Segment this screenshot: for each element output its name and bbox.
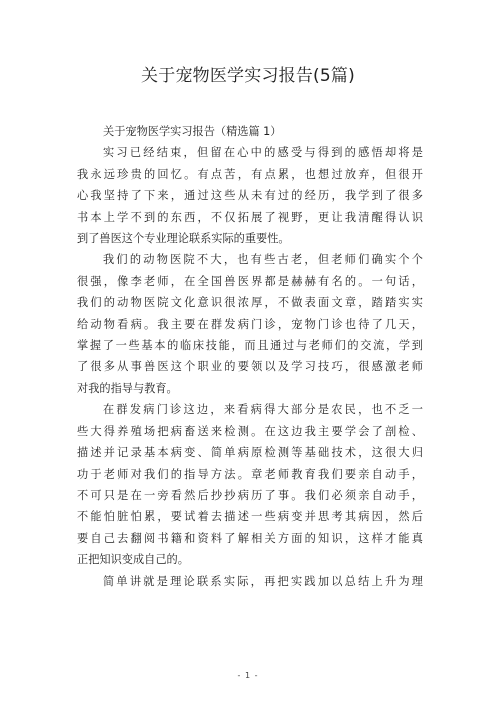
paragraph-line: 我们的动物医院不大，也有些古老，但老师们确实个个 <box>103 253 423 267</box>
paragraph-line: 在群发病门诊这边，来看病得大部分是农民，也不乏一 <box>103 403 423 417</box>
document-title: 关于宠物医学实习报告(5篇) <box>141 66 355 86</box>
page-number: - 1 - <box>237 671 259 680</box>
paragraph-line: 些大得养殖场把病畜送来检测。在这边我主要学会了剖检、 <box>77 424 423 438</box>
paragraph-line: 实习已经结束，但留在心中的感受与得到的感悟却将是 <box>103 146 423 160</box>
paragraph-container <box>77 142 423 592</box>
paragraph <box>77 249 423 399</box>
document-body <box>77 121 423 592</box>
paragraph-line: 书本上学不到的东西，不仅拓展了视野，更让我清醒得认识 <box>77 210 423 224</box>
paragraph-line: 到了兽医这个专业理论联系实际的重要性。 <box>77 232 290 246</box>
paragraph-line: 很强，像李老师，在全国兽医界都是赫赫有名的。一句话， <box>77 274 423 288</box>
paragraph-line: 正把知识变成自己的。 <box>77 553 189 567</box>
paragraph-line: 了很多从事兽医这个职业的要领以及学习技巧，很感激老师 <box>77 360 423 374</box>
paragraph-line: 功于老师对我们的指导方法。章老师教育我们要亲自动手， <box>77 467 423 481</box>
paragraph-line: 不能怕脏怕累，要试着去描述一些病变并思考其病因，然后 <box>77 510 423 524</box>
paragraph-line: 描述并记录基本病变、简单病原检测等基础技术，这很大归 <box>77 446 423 460</box>
section-subtitle: 关于宠物医学实习报告（精选篇 1） <box>103 125 282 138</box>
paragraph-line: 我们的动物医院文化意识很浓厚，不做表面文章，踏踏实实 <box>77 296 423 310</box>
paragraph-line: 我永远珍贵的回忆。有点苦，有点累，也想过放弃，但很开 <box>77 167 423 181</box>
paragraph-line: 简单讲就是理论联系实际，再把实践加以总结上升为理 <box>103 574 423 588</box>
paragraph-line: 心我坚持了下来，通过这些从未有过的经历，我学到了很多 <box>77 189 423 203</box>
paragraph <box>77 571 423 592</box>
paragraph-line: 掌握了一些基本的临床技能，而且通过与老师们的交流，学到 <box>77 339 423 353</box>
paragraph-line: 不可只是在一旁看然后抄抄病历了事。我们必须亲自动手， <box>77 488 423 502</box>
paragraph <box>77 142 423 249</box>
paragraph <box>77 399 423 570</box>
paragraph-line: 给动物看病。我主要在群发病门诊，宠物门诊也待了几天， <box>77 317 423 331</box>
paragraph-line: 对我的指导与教育。 <box>77 381 178 395</box>
paragraph-line: 要自己去翻阅书籍和资料了解相关方面的知识，这样才能真 <box>77 531 423 545</box>
